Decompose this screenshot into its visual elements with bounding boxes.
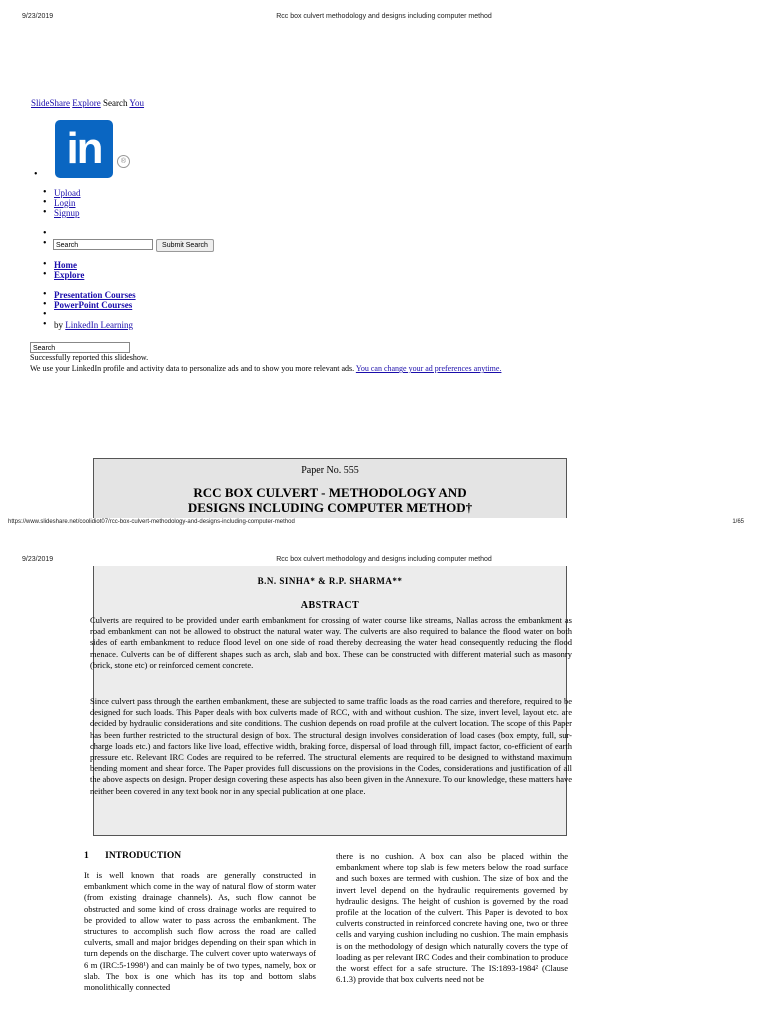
print-header-page2 [0, 553, 768, 567]
search-label[interactable]: Search [103, 98, 128, 108]
paper-title [94, 485, 566, 515]
paper-title-box [93, 458, 567, 518]
home-link[interactable]: Home [54, 260, 77, 270]
login-link[interactable]: Login [54, 198, 76, 208]
list-item [40, 320, 136, 330]
list-item [40, 260, 84, 270]
list-item [40, 310, 136, 320]
logo-list [31, 170, 45, 180]
abstract-paragraph-2: Since culvert pass through the earthen embankment, these are subjected to same traffic loads as the road carries and therefore, required to be designed for such loads. This Paper deals with box culverts made of RCC, with and without cushion. The size, invert level, layout etc. are decided by hydraulic considerations and site conditions. The cushion depends on road profile at the culvert location. The scope of this Paper has been further restricted to the structural design of box. The structural design involves consideration of load cases (box empty, full, sur-charge loads etc.) and factors like live load, effective width, braking force, dispersal of load through fill, impact factor, co-efficient of earth pressure etc. Relevant IRC Codes are required to be referred. The structural elements are required to be designed to withstand maximum bending moment and shear force. The Paper provides full discussions on the provisions in the Codes, considerations and justification of all the above aspects on design. Proper design covering these aspects has also been given in the Annexure. To our knowledge, these matters have neither been covered in any text book nor in any special publication at one place. [90, 696, 572, 796]
signup-link[interactable]: Signup [54, 208, 80, 218]
top-nav [31, 98, 144, 108]
intro-column-1: It is well known that roads are generally constructed in embankment which come in the way of natural flow of storm water (from existing drainage channels). As, such flow cannot be obstructed and some kind of cross drainage works are required to be provided to allow water to pass across the embankment. The structures to accomplish such flow across the road are called culverts, small and major bridges depending on their span which in turn depends on the discharge. The culvert cover upto waterways of 6 m (IRC:5-1998¹) and can mainly be of two types, namely, box or slab. The box is one which has its top and bottom slabs monolithically connected [84, 870, 316, 993]
list-item [40, 208, 81, 218]
ad-notice-text: We use your LinkedIn profile and activity data to personalize ads and to show you more relevant ads. [30, 364, 355, 373]
courses-menu [40, 290, 136, 330]
list-item [40, 300, 136, 310]
explore-menu-link[interactable]: Explore [54, 270, 85, 280]
slideshare-link[interactable]: SlideShare [31, 98, 70, 108]
registered-mark-icon: ® [117, 155, 130, 168]
powerpoint-courses-link[interactable]: PowerPoint Courses [54, 300, 133, 310]
intro-column-2: there is no cushion. A box can also be placed within the embankment where top slab is few meters below the road surface and such boxes are termed with cushion. The size of box and the invert level depend on the hydraulic requirements governed by hydraulic designs. The height of cushion is governed by the road profile at the location of the culvert. This Paper is devoted to box culverts constructed in reinforced concrete having one, two or three cells and varying cushion including no cushion. The main emphasis is on the methodology of design which naturally covers the type of loading as per relevant IRC Codes and their combination to produce the worst effect for a safe structure. The IS:1893-1984² (Clause 6.1.3) provide that box culverts need not be [336, 851, 568, 985]
print-header [0, 10, 768, 24]
paper-number: Paper No. 555 [301, 465, 359, 476]
list-item [40, 239, 54, 249]
section-number: 1 [84, 851, 89, 861]
paper-title-line2: DESIGNS INCLUDING COMPUTER METHOD† [187, 500, 473, 515]
search-input-secondary[interactable]: Search [30, 342, 130, 353]
upload-link[interactable]: Upload [54, 188, 81, 198]
ad-notice [30, 364, 501, 373]
reported-message: Successfully reported this slideshow. [30, 353, 149, 362]
print-page-number: 1/65 [732, 519, 744, 525]
section-title: INTRODUCTION [105, 851, 182, 861]
linkedin-learning-link[interactable]: LinkedIn Learning [65, 320, 133, 330]
by-label: by [54, 320, 63, 330]
presentation-courses-link[interactable]: Presentation Courses [54, 290, 136, 300]
list-item [40, 270, 84, 280]
print-date: 9/23/2019 [22, 556, 54, 563]
search-input[interactable]: Search [53, 239, 153, 250]
print-date: 9/23/2019 [22, 13, 54, 20]
authors: B.N. SINHA* & R.P. SHARMA** [257, 576, 403, 586]
print-title: Rcc box culvert methodology and designs including computer method [276, 13, 492, 20]
list-item [31, 170, 45, 180]
ad-preferences-link[interactable]: You can change your ad preferences anytime. [355, 364, 502, 373]
abstract-paragraph-1: Culverts are required to be provided under earth embankment for crossing of water course like streams, Nallas across the embankment as road embankment can not be allowed to obstruct the natural water way. The culverts are also required to balance the flood water on both sides of earth embankment to reduce flood level on one side of road thereby decreasing the water head consequently reducing the flood menace. Culverts can be of different shapes such as arch, slab and box. These can be constructed with different material such as masonry (brick, stone etc) or reinforced cement concrete. [90, 615, 572, 670]
print-url: https://www.slideshare.net/coolidiot07/rcc-box-culvert-methodology-and-designs-including-computer-method [8, 519, 295, 525]
linkedin-logo[interactable]: in [55, 120, 113, 178]
account-menu [40, 188, 81, 218]
you-link[interactable]: You [129, 98, 145, 108]
abstract-heading: ABSTRACT [300, 600, 360, 611]
submit-search-button[interactable]: Submit Search [156, 239, 214, 252]
main-menu [40, 260, 84, 280]
search-list [40, 229, 54, 249]
print-title: Rcc box culvert methodology and designs including computer method [276, 556, 492, 563]
section-heading [84, 851, 181, 861]
paper-title-line1: RCC BOX CULVERT - METHODOLOGY AND [193, 485, 467, 500]
explore-link[interactable]: Explore [72, 98, 101, 108]
list-item [40, 290, 136, 300]
